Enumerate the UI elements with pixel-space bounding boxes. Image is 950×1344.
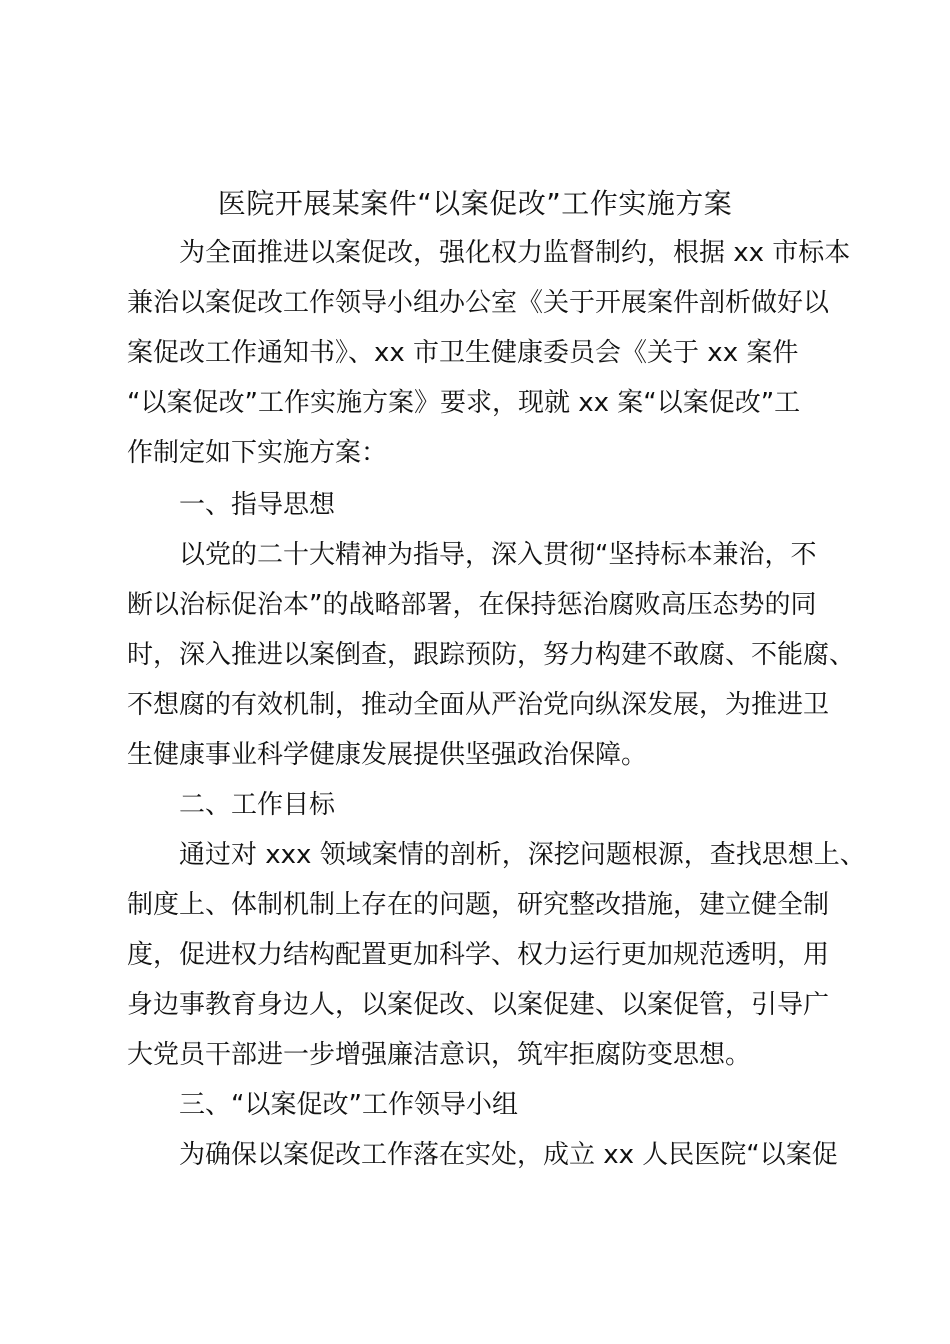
intro-paragraph xyxy=(127,228,851,478)
paragraph-line: 不想腐的有效机制，推动全面从严治党向纵深发展，为推进卫 xyxy=(127,690,830,720)
section-heading-work-goals: 二、工作目标 xyxy=(179,790,336,820)
paragraph-line: 为全面推进以案促改，强化权力监督制约，根据 xx 市标本 xyxy=(179,238,851,268)
paragraph-line: 案促改工作通知书》、xx 市卫生健康委员会《关于 xx 案件 xyxy=(127,338,799,368)
paragraph-line: 为确保以案促改工作落在实处，成立 xx 人民医院“以案促 xyxy=(179,1140,838,1170)
paragraph-line: 生健康事业科学健康发展提供坚强政治保障。 xyxy=(127,740,648,770)
document-title: 医院开展某案件“以案促改”工作实施方案 xyxy=(217,187,733,220)
paragraph-line: 以党的二十大精神为指导，深入贯彻“坚持标本兼治，不 xyxy=(179,540,817,570)
paragraph-line: 时，深入推进以案倒查，跟踪预防，努力构建不敢腐、不能腐、 xyxy=(127,640,856,670)
paragraph-line: “以案促改”工作实施方案》要求，现就 xx 案“以案促改”工 xyxy=(127,388,801,418)
section-heading-guiding-ideology: 一、指导思想 xyxy=(179,490,336,520)
paragraph-line: 身边事教育身边人，以案促改、以案促建、以案促管，引导广 xyxy=(127,990,830,1020)
leading-group-paragraph xyxy=(127,1130,838,1180)
paragraph-line: 兼治以案促改工作领导小组办公室《关于开展案件剖析做好以 xyxy=(127,288,830,318)
work-goals-paragraph xyxy=(127,830,866,1080)
guiding-ideology-paragraph xyxy=(127,530,856,780)
paragraph-line: 断以治标促治本”的战略部署，在保持惩治腐败高压态势的同 xyxy=(127,590,817,620)
section-heading-leading-group: 三、“以案促改”工作领导小组 xyxy=(179,1090,518,1120)
paragraph-line: 通过对 xxx 领域案情的剖析，深挖问题根源，查找思想上、 xyxy=(179,840,866,870)
paragraph-line: 作制定如下实施方案： xyxy=(127,438,388,468)
paragraph-line: 大党员干部进一步增强廉洁意识，筑牢拒腐防变思想。 xyxy=(127,1040,752,1070)
paragraph-line: 制度上、体制机制上存在的问题，研究整改措施，建立健全制 xyxy=(127,890,830,920)
paragraph-line: 度，促进权力结构配置更加科学、权力运行更加规范透明，用 xyxy=(127,940,830,970)
